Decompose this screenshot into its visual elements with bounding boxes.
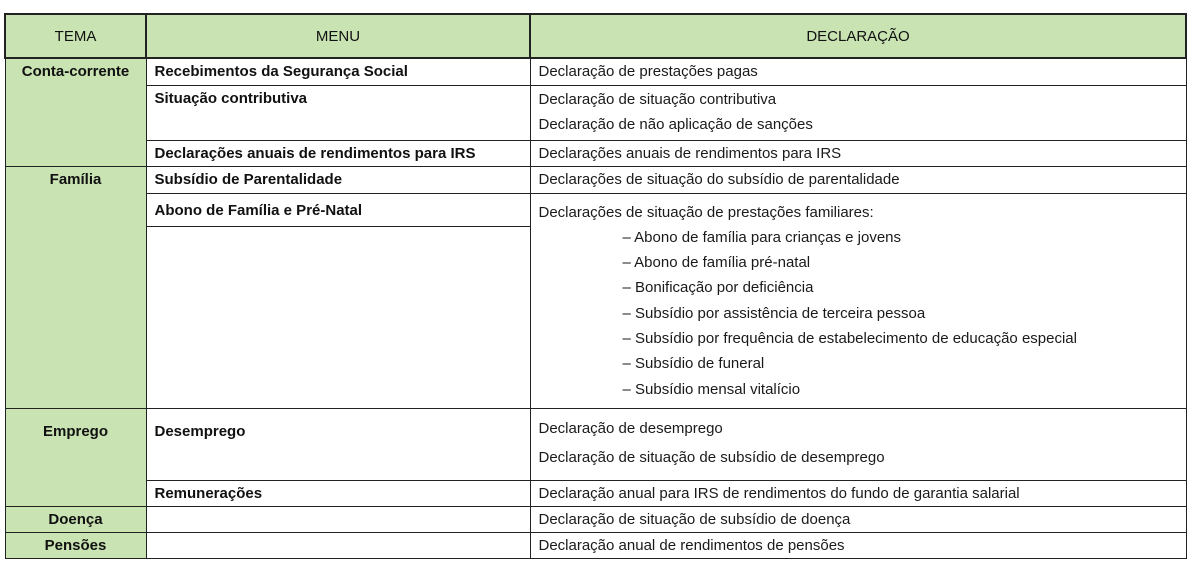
tema-emprego: Emprego (5, 408, 146, 506)
decl-sub-item: – Subsídio por assistência de terceira pessoa (622, 304, 926, 322)
decl-line: Declaração de situação contributiva (538, 90, 777, 108)
decl-cell (530, 193, 1186, 408)
menu-cell: Recebimentos da Segurança Social (146, 58, 530, 85)
decl-cell: Declaração anual de rendimentos de pensões (530, 532, 1186, 558)
decl-sub-item: – Abono de família pré-natal (622, 253, 811, 271)
decl-sub-item: – Bonificação por deficiência (622, 279, 814, 297)
menu-cell: Remunerações (146, 480, 530, 506)
decl-cell: Declaração de situação de subsídio de doença (530, 506, 1186, 532)
table-row (5, 166, 1186, 193)
decl-line: Declaração de situação de subsídio de desemprego (538, 448, 885, 466)
menu-cell: Declarações anuais de rendimentos para IRS (146, 140, 530, 166)
tema-pensoes: Pensões (5, 532, 146, 558)
table-row (5, 58, 1186, 85)
decl-cell (530, 408, 1186, 480)
decl-sub-item: – Abono de família para crianças e jovens (622, 228, 902, 246)
menu-cell: Situação contributiva (146, 85, 530, 140)
menu-cell (146, 532, 530, 558)
menu-cell: Desemprego (146, 408, 530, 480)
decl-sub-item: – Subsídio de funeral (622, 355, 765, 373)
table-row (5, 408, 1186, 480)
header-tema: TEMA (5, 14, 146, 58)
decl-cell: Declarações de situação do subsídio de parentalidade (530, 166, 1186, 193)
decl-line: Declaração de desemprego (538, 419, 723, 437)
tema-conta-corrente: Conta-corrente (5, 58, 146, 166)
table-row (5, 532, 1186, 558)
menu-cell: Subsídio de Parentalidade (146, 166, 530, 193)
decl-line: Declaração de não aplicação de sanções (538, 115, 813, 133)
header-row (5, 14, 1186, 58)
header-menu: MENU (146, 14, 530, 58)
decl-cell: Declaração de prestações pagas (530, 58, 1186, 85)
table-row (5, 506, 1186, 532)
menu-cell (146, 193, 530, 408)
decl-line: Declarações de situação de prestações familiares: (538, 203, 874, 221)
decl-cell: Declarações anuais de rendimentos para IRS (530, 140, 1186, 166)
table-row (5, 140, 1186, 166)
menu-abono: Abono de Família e Pré-Natal (147, 194, 530, 227)
tema-doenca: Doença (5, 506, 146, 532)
declarations-table-container (4, 13, 1185, 564)
decl-sub-item: – Subsídio mensal vitalício (622, 380, 801, 398)
table-row (5, 193, 1186, 408)
declarations-table (4, 13, 1187, 559)
table-row (5, 85, 1186, 140)
decl-cell: Declaração anual para IRS de rendimentos do fundo de garantia salarial (530, 480, 1186, 506)
tema-familia: Família (5, 166, 146, 408)
table-row (5, 480, 1186, 506)
menu-cell (146, 506, 530, 532)
decl-cell (530, 85, 1186, 140)
decl-sub-item: – Subsídio por frequência de estabelecimento de educação especial (622, 330, 1077, 348)
header-declaracao: DECLARAÇÃO (530, 14, 1186, 58)
